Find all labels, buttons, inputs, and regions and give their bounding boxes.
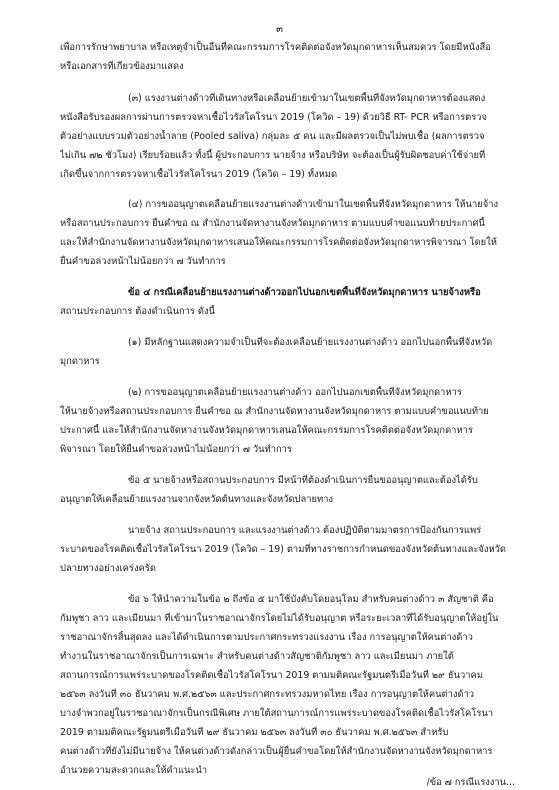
body-line: หนังสือรับรองผลการผ่านการตรวจหาเชื้อไวรัสโคโรนา 2019 (โควิด – 19) ด้วยวิธี RT- PCR หรือการตรวจ — [60, 112, 488, 123]
body-line: ยื่นคำขอล่วงหน้าไม่น้อยกว่า ๗ วันทำการ — [60, 256, 226, 267]
body-line: สถานการณ์การแพร่ระบาดของโรคติดเชื้อไวรัสโคโรนา 2019 ตามมติคณะรัฐมนตรีเมื่อวันที่ ๒๙ ธันวาคม — [60, 670, 484, 681]
body-line: หรือสถานประกอบการ ยื่นคำขอ ณ สำนักงานจัดหางานจังหวัดมุกดาหาร ตามแบบคำขอแนบท้ายประกาศนี้ — [60, 218, 485, 229]
body-line: อนุญาตให้เคลื่อนย้ายแรงงานจากจังหวัดต้นทางและจังหวัดปลายทาง — [60, 494, 334, 505]
body-line: บางจำพวกอยู่ในราชอาณาจักรเป็นกรณีพิเศษ ภายใต้สถานการณ์การแพร่ระบาดของโรคติดเชื้อไวรัสโคโรนา — [60, 708, 494, 719]
body-line: ตัวอย่างแบบรวมตัวอย่างน้ำลาย (Pooled saliva) กลุ่มละ ๕ คน และมีผลตรวจเป็นไม่พบเชื้อ (ผลการตรวจ — [60, 131, 485, 142]
body-line: นายจ้าง สถานประกอบการ และแรงงานต่างด้าว ต้องปฏิบัติตามมาตรการป้องกันการแพร่ — [128, 525, 482, 536]
body-line: เพื่อการรักษาพยาบาล หรือเหตุจำเป็นอื่นที่คณะกรรมการโรคติดต่อจังหวัดมุกดาหารเห็นสมควร โดยมีหนังสือ — [60, 42, 491, 53]
body-line: ประกาศนี้ และให้สำนักงานจัดหางานจังหวัดมุกดาหารเสนอให้คณะกรรมการโรคติดต่อจังหวัดมุกดาหาร — [60, 425, 473, 436]
body-line: ให้นายจ้างหรือสถานประกอบการ ยื่นคำขอ ณ สำนักงานจัดหางานจังหวัดมุกดาหาร ตามแบบคำขอแนบท้าย — [60, 406, 489, 417]
body-line: หรือเอกสารที่เกี่ยวข้องมาแสดง — [60, 61, 184, 72]
clause-heading: ข้อ ๕ นายจ้างหรือสถานประกอบการ มีหน้าที่ต้องดำเนินการยื่นขออนุญาตและต้องได้รับ — [128, 475, 478, 486]
body-line: ๒๕๖๓ ลงวันที่ ๓๐ ธันวาคม พ.ศ.๒๕๖๓ และประกาศกระทรวงมหาดไทย เรื่อง การอนุญาตให้คนต่างด้าว — [60, 689, 475, 700]
body-line: (๓) แรงงานต่างด้าวที่เดินทางหรือเคลื่อนย้ายเข้ามาในเขตพื้นที่จังหวัดมุกดาหารต้องแสดง — [128, 93, 486, 104]
body-line: อำนวยความสะดวกและให้คำแนะนำ — [60, 765, 208, 776]
body-line: 2019 ตามมติคณะรัฐมนตรีเมื่อวันที่ ๒๙ ธันวาคม ๒๕๖๓ ลงวันที่ ๓๐ ธันวาคม พ.ศ.๒๕๖๓ สำหรับ — [60, 727, 449, 738]
body-line: และให้สำนักงานจัดหางานจังหวัดมุกดาหารเสนอให้คณะกรรมการโรคติดต่อจังหวัดมุกดาหารพิจารณา โดยให้ — [60, 237, 497, 248]
body-line: ทำงานในราชอาณาจักรเป็นการเฉพาะ สำหรับคนต่างด้าวสัญชาติกัมพูชา ลาว และเมียนมา ภายใต้ — [60, 651, 454, 662]
body-line: ปลายทางอย่างเคร่งครัด — [60, 563, 156, 574]
body-line: คนต่างด้าวที่ยังไม่มีนายจ้าง ให้คนต่างด้าวดังกล่าวเป็นผู้ยื่นคำขอโดยให้สำนักงานจัดหางานจังหวัดมุกดาหาร — [60, 746, 493, 757]
body-line: พิจารณา โดยให้ยื่นคำขอล่วงหน้าไม่น้อยกว่า ๗ วันทำการ — [60, 444, 292, 455]
page-number: ๓ — [276, 24, 283, 35]
body-line: เกิดขึ้นจากการตรวจหาเชื้อไวรัสโคโรนา 2019 (โควิด – 19) ทั้งหมด — [60, 169, 338, 180]
body-line: (๒) การขออนุญาตเคลื่อนย้ายแรงงานต่างด้าว ออกไปนอกเขตพื้นที่จังหวัดมุกดาหาร — [128, 387, 462, 398]
continuation-note: /ข้อ ๗ กรณีแรงงาน... — [426, 777, 515, 788]
body-line: ไม่เกิน ๗๒ ชั่วโมง) เรียบร้อยแล้ว ทั้งนี้ ผู้ประกอบการ นายจ้าง หรือบริษัท จะต้องเป็นผู้รับผิดชอบค่าใช้จ่ายที่ — [60, 150, 486, 161]
body-line: (๑) มีหลักฐานแสดงความจำเป็นที่จะต้องเคลื่อนย้ายแรงงานต่างด้าว ออกไปนอกพื้นที่จังหวัด — [128, 337, 493, 348]
body-line: (๔) การขออนุญาตเคลื่อนย้ายแรงงานต่างด้าวเข้ามาในเขตพื้นที่จังหวัดมุกดาหาร ให้นายจ้าง — [128, 199, 499, 210]
body-line: มุกดาหาร — [60, 356, 100, 367]
body-line: สถานประกอบการ ต้องดำเนินการ ดังนี้ — [60, 306, 216, 317]
clause-heading: ข้อ ๖ ให้นำความในข้อ ๒ ถึงข้อ ๕ มาใช้บังคับโดยอนุโลม สำหรับคนต่างด้าว ๓ สัญชาติ คือ — [128, 594, 494, 605]
body-line: ราชอาณาจักรสิ้นสุดลง และได้ดำเนินการตามประกาศกระทรวงแรงงาน เรื่อง การอนุญาตให้คนต่างด้าว — [60, 632, 473, 643]
body-line: กัมพูชา ลาว และเมียนมา ที่เข้ามาในราชอาณาจักรโดยไม่ได้รับอนุญาต หรือระยะเวลาที่ได้รับอนุญาตให้อยู่ใน — [60, 613, 499, 624]
body-line: ระบาดของโรคติดเชื้อไวรัสโคโรนา 2019 (โควิด – 19) ตามที่ทางราชการกำหนดของจังหวัดต้นทางและจังหวัด — [60, 544, 506, 555]
clause-heading: ข้อ ๔ กรณีเคลื่อนย้ายแรงงานต่างด้าวออกไปนอกเขตพื้นที่จังหวัดมุกดาหาร นายจ้างหรือ — [128, 287, 481, 298]
